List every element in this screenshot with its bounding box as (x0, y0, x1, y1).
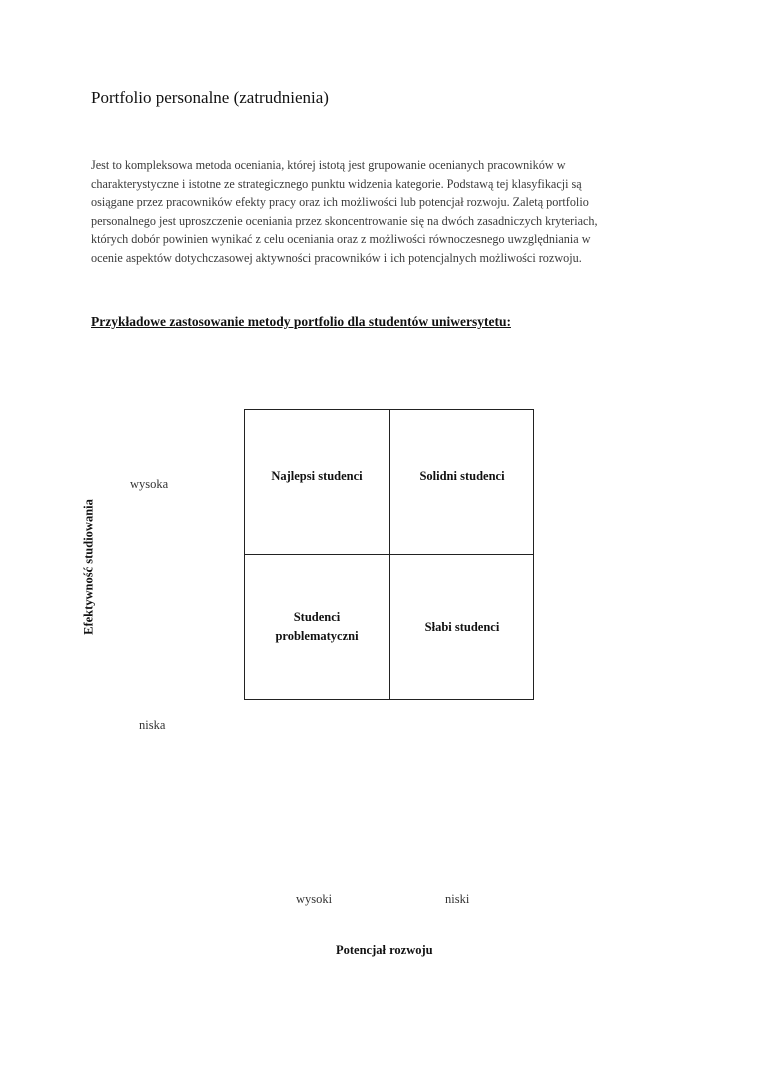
x-axis-label: Potencjał rozwoju (336, 943, 433, 957)
paragraph-line: charakterystyczne i istotne ze strategicznego punktu widzenia kategorie. Podstawą tej klasyfikacji są (91, 176, 582, 191)
y-axis-label: Efektywność studiowania (81, 499, 96, 635)
paragraph-line: których dobór powinien wynikać z celu oceniania oraz z możliwości równoczesnego uwzględniania w (91, 232, 591, 247)
paragraph-line: ocenie aspektów dotychczasowej aktywności pracowników i ich potencjalnych możliwości rozwoju. (91, 250, 582, 265)
paragraph-line: personalnego jest uproszczenie oceniania przez skoncentrowanie się na dwóch zasadniczych kryteriach, (91, 213, 598, 228)
matrix-cell-label: Słabi studenci (424, 619, 500, 634)
matrix-cell-bottom-right (390, 555, 534, 699)
y-axis-low-label: niska (139, 718, 166, 732)
paragraph-line: Jest to kompleksowa metoda oceniania, której istotą jest grupowanie ocenianych pracowników w (91, 158, 566, 172)
page-title: Portfolio personalne (zatrudnienia) (91, 88, 329, 107)
portfolio-matrix (244, 409, 534, 700)
x-axis-high-label: wysoki (296, 892, 333, 906)
section-subtitle: Przykładowe zastosowanie metody portfolio dla studentów uniwersytetu: (91, 314, 511, 329)
y-axis-high-label: wysoka (130, 477, 169, 491)
matrix-cell-label: Studenci problematyczni (275, 610, 359, 643)
x-axis-low-label: niski (445, 892, 470, 906)
matrix-cell-bottom-left (245, 555, 390, 699)
paragraph-line: osiągane przez pracowników efekty pracy oraz ich możliwości lub potencjał rozwoju. Zaletą portfolio (91, 195, 589, 210)
description-paragraph (91, 156, 671, 268)
matrix-cell-label: Najlepsi studenci (271, 469, 363, 483)
matrix-cell-label: Solidni studenci (419, 469, 505, 483)
matrix-cell-top-left (245, 410, 390, 555)
matrix-cell-top-right (390, 410, 534, 555)
